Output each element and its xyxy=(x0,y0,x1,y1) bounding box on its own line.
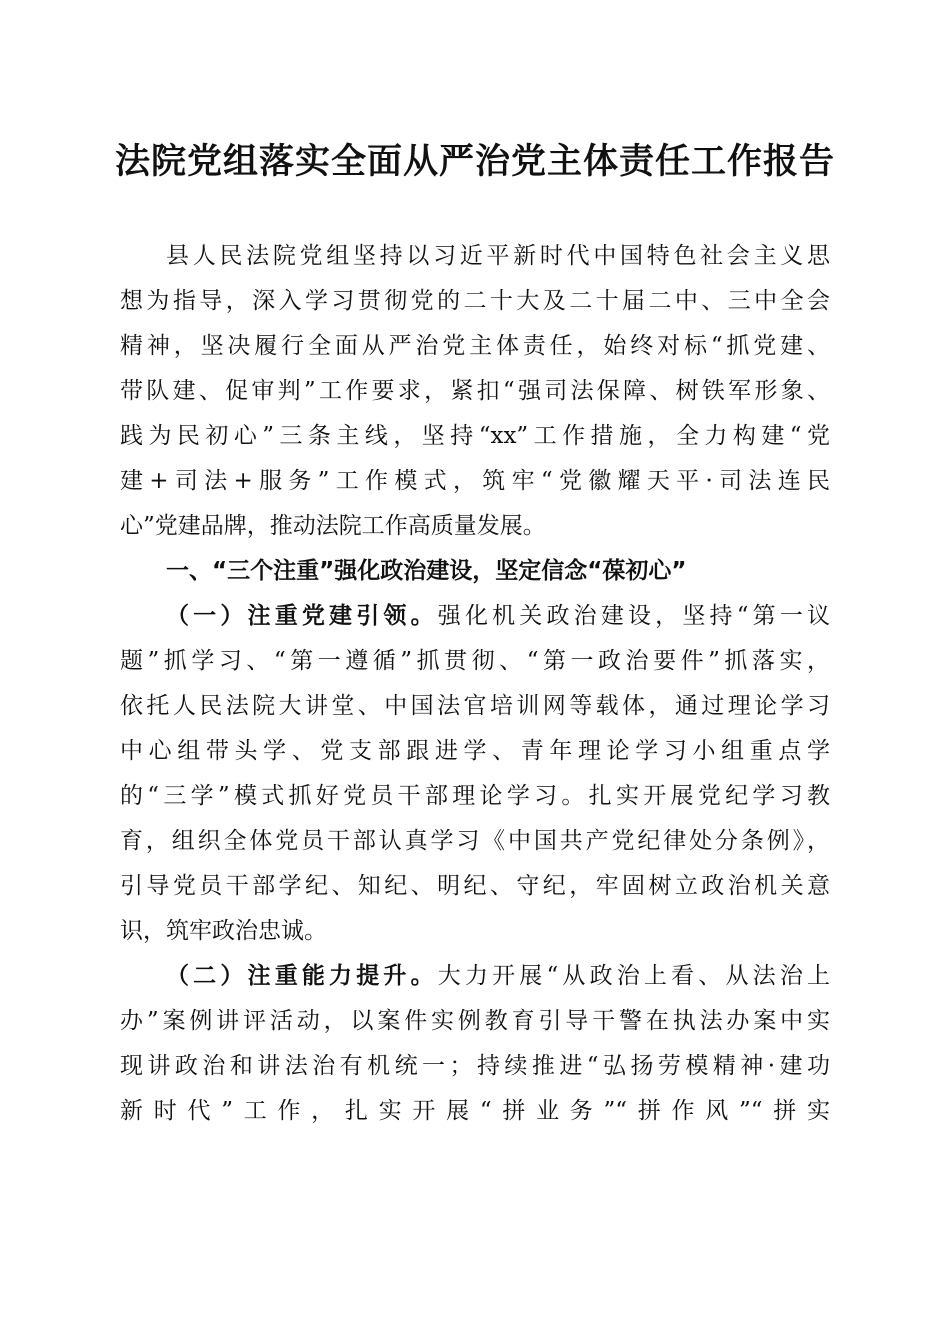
body-line: 引导党员干部学纪、知纪、明纪、守纪，牢固树立政治机关意 xyxy=(120,873,830,899)
body-line: 新时代”工作，扎实开展“拼业务”“拼作风”“拼实 xyxy=(120,1098,830,1124)
intro-line: 精神，坚决履行全面从严治党主体责任，始终对标“抓党建、 xyxy=(120,333,830,359)
body-line: 中心组带头学、党支部跟进学、青年理论学习小组重点学 xyxy=(120,738,830,764)
subsection-lead: （一）注重党建引领。 xyxy=(166,603,438,629)
subsection-first-line xyxy=(166,958,830,994)
subsection-text: 强化机关政治建设，坚持“第一议 xyxy=(437,603,830,629)
intro-line: 带队建、促审判”工作要求，紧扣“强司法保障、树铁军形象、 xyxy=(120,378,830,404)
intro-line: 想为指导，深入学习贯彻党的二十大及二十届二中、三中全会 xyxy=(120,288,830,314)
body-line: 办”案例讲评活动，以案件实例教育引导干警在执法办案中实 xyxy=(120,1008,830,1034)
document-title: 法院党组落实全面从严治党主体责任工作报告 xyxy=(114,141,835,182)
subsection-lead: （二）注重能力提升。 xyxy=(166,963,438,989)
body-line: 依托人民法院大讲堂、中国法官培训网等载体，通过理论学习 xyxy=(120,693,830,719)
intro-line: 县人民法院党组坚持以习近平新时代中国特色社会主义思 xyxy=(166,243,830,269)
subsection-text: 大力开展“从政治上看、从法治上 xyxy=(437,963,830,989)
body-line: 的“三学”模式抓好党员干部理论学习。扎实开展党纪学习教 xyxy=(120,783,830,809)
body-line: 现讲政治和讲法治有机统一；持续推进“弘扬劳模精神·建功 xyxy=(120,1053,830,1079)
body-line: 识，筑牢政治忠诚。 xyxy=(120,918,327,944)
intro-line: 心”党建品牌，推动法院工作高质量发展。 xyxy=(120,513,546,539)
section-heading: 一、“三个注重”强化政治建设，坚定信念“葆初心” xyxy=(166,558,687,584)
intro-line: 践为民初心”三条主线，坚持“xx”工作措施，全力构建“党 xyxy=(120,423,830,449)
body-line: 题”抓学习、“第一遵循”抓贯彻、“第一政治要件”抓落实， xyxy=(120,648,830,674)
body-line: 育，组织全体党员干部认真学习《中国共产党纪律处分条例》， xyxy=(120,828,830,854)
subsection-first-line xyxy=(166,598,830,634)
intro-line: 建+司法+服务”工作模式，筑牢“党徽耀天平·司法连民 xyxy=(120,468,830,494)
